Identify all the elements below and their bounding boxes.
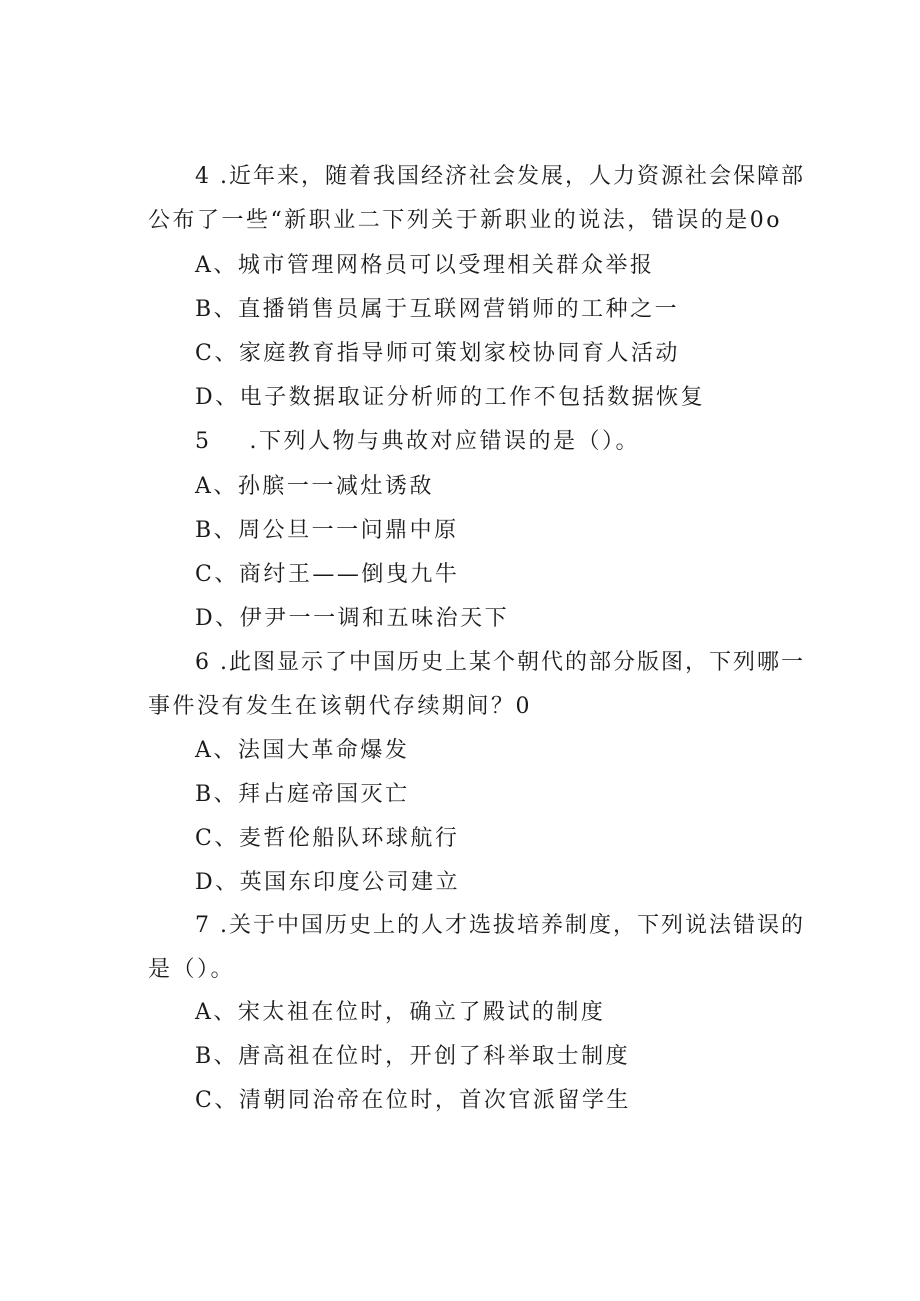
question-7-option-a: A、宋太祖在位时，确立了殿试的制度 [195,1000,606,1025]
question-5-option-a: A、孙膑一一减灶诱敌 [195,474,434,499]
question-6-option-b: B、拜占庭帝国灭亡 [195,782,410,807]
question-6-option-a: A、法国大革命爆发 [195,738,410,763]
question-4-option-b: B、直播销售员属于互联网营销师的工种之一 [195,297,680,322]
question-6-stem-line-2: 事件没有发生在该朝代存续期间？0 [148,694,532,719]
question-6-stem-line-1: 6 .此图显示了中国历史上某个朝代的部分版图，下列哪一 [195,650,805,675]
question-5-option-c: C、商纣王——倒曳九牛 [195,562,460,587]
question-6-option-d: D、英国东印度公司建立 [195,870,461,895]
question-4-option-d: D、电子数据取证分析师的工作不包括数据恢复 [195,385,706,410]
question-4-option-a: A、城市管理网格员可以受理相关群众举报 [195,253,655,278]
question-4-option-c: C、家庭教育指导师可策划家校协同育人活动 [195,341,680,366]
question-7-stem-line-1: 7 .关于中国历史上的人才选拔培养制度，下列说法错误的 [195,913,805,938]
question-7-option-b: B、唐高祖在位时，开创了科举取士制度 [195,1044,631,1069]
question-7-stem-line-2: 是（）。 [148,957,236,982]
question-7-option-c: C、清朝同治帝在位时，首次官派留学生 [195,1088,631,1113]
question-4-stem-line-1: 4 .近年来，随着我国经济社会发展，人力资源社会保障部 [195,164,805,189]
question-5-option-d: D、伊尹一一调和五味治天下 [195,606,510,631]
question-5-stem-line-1: 5 .下列人物与典故对应错误的是（）。 [195,429,640,454]
question-4-stem-line-2: 公布了一些“新职业二下列关于新职业的说法，错误的是0o [148,208,782,233]
question-5-option-b: B、周公旦一一问鼎中原 [195,518,459,543]
question-6-option-c: C、麦哲伦船队环球航行 [195,826,460,851]
